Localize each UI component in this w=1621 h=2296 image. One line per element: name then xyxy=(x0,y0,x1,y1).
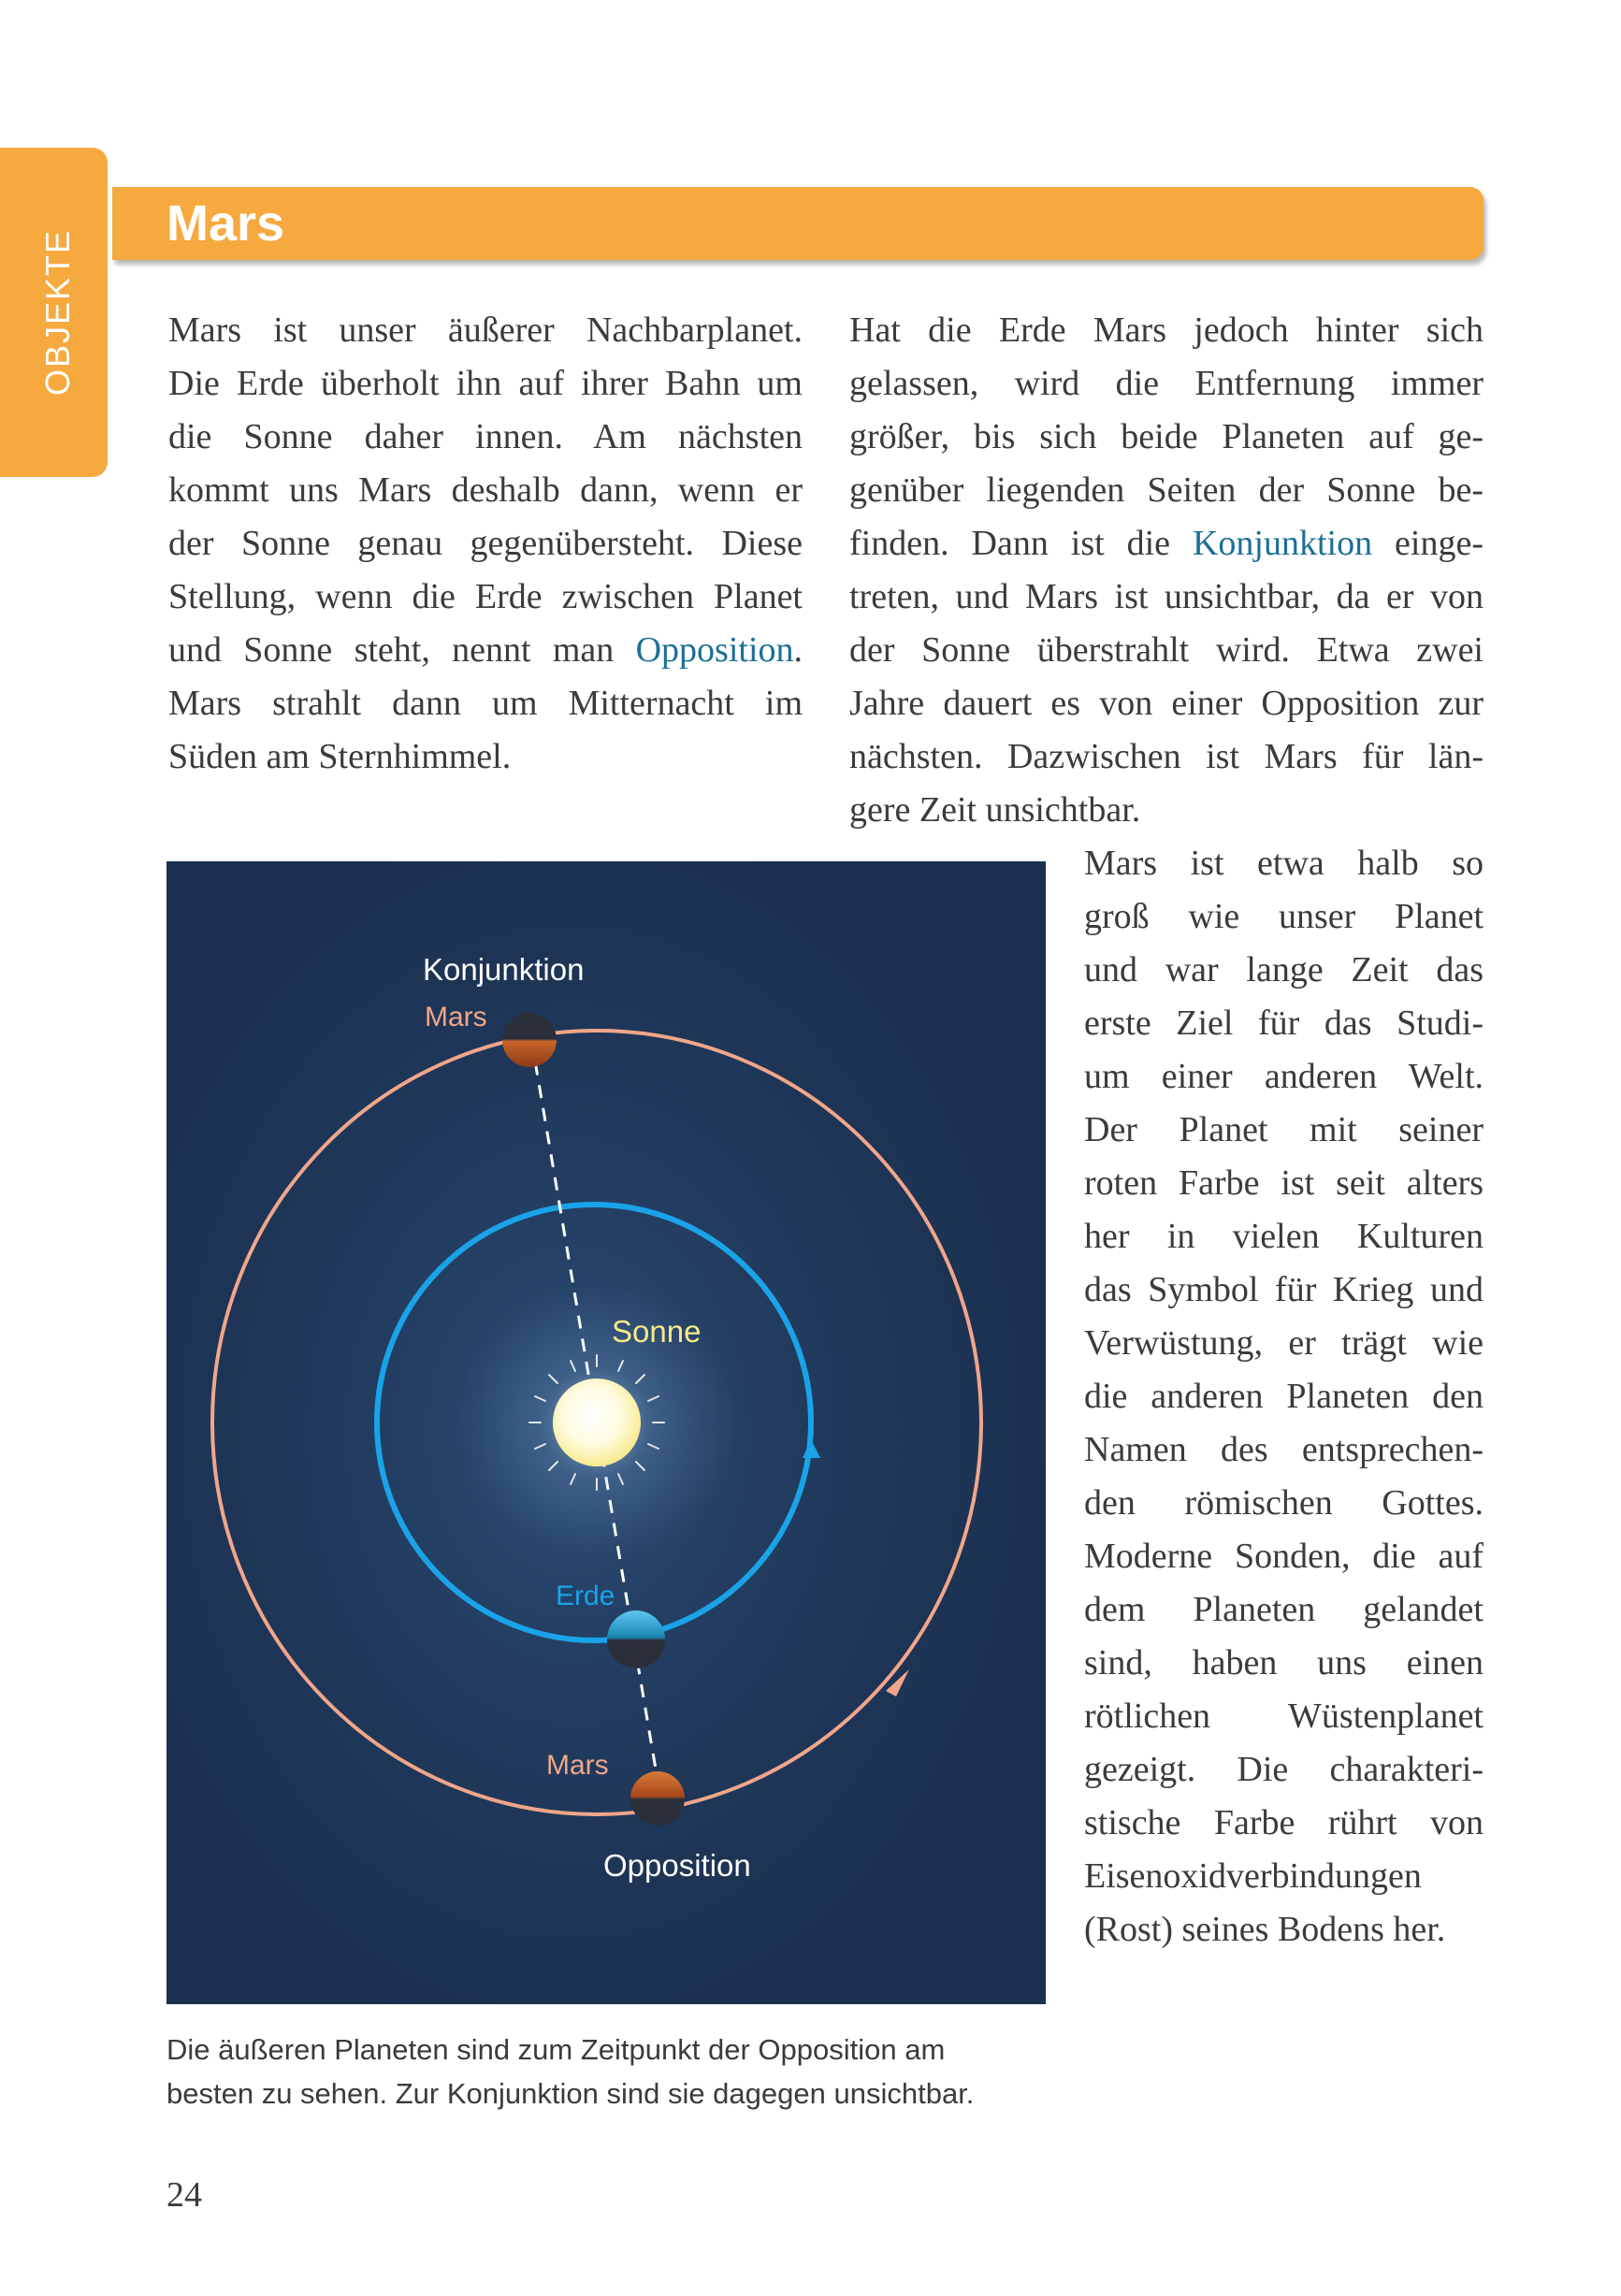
term-opposition: Opposition xyxy=(635,630,794,670)
title-bar xyxy=(112,187,1484,260)
label-konjunktion: Konjunktion xyxy=(423,952,585,987)
text-line: sind, haben uns einen xyxy=(1084,1643,1484,1682)
text-line: größer, bis sich beide Planeten auf ge- xyxy=(849,417,1484,456)
text-line: Stellung, wenn die Erde zwischen Planet xyxy=(168,577,803,616)
label-opposition: Opposition xyxy=(603,1848,751,1883)
text-line xyxy=(168,624,803,677)
text-line: Der Planet mit seiner xyxy=(1084,1110,1484,1149)
page-title: Mars xyxy=(166,195,285,252)
page-number: 24 xyxy=(166,2175,202,2215)
text-line: Süden am Sternhimmel. xyxy=(168,737,512,776)
text-line: die anderen Planeten den xyxy=(1084,1377,1484,1416)
text-line: Moderne Sonden, die auf xyxy=(1084,1537,1484,1576)
term-konjunktion: Konjunktion xyxy=(1192,524,1373,563)
text-line: um einer anderen Welt. xyxy=(1084,1057,1484,1096)
text-line: Mars strahlt dann um Mitternacht im xyxy=(168,684,803,723)
text-line: her in vielen Kulturen xyxy=(1084,1217,1484,1256)
text-line: Mars ist unser äußerer Nachbarplanet. xyxy=(168,310,803,350)
text-line: Die Erde überholt ihn auf ihrer Bahn um xyxy=(168,364,803,403)
text-line: und war lange Zeit das xyxy=(1084,950,1484,989)
text-line: rötlichen Wüstenplanet xyxy=(1084,1697,1484,1736)
text-line: (Rost) seines Bodens her. xyxy=(1084,1910,1446,1949)
label-sonne: Sonne xyxy=(612,1314,702,1349)
text-segment: einge- xyxy=(1372,524,1484,563)
caption-line: besten zu sehen. Zur Konjunktion sind sie dagegen unsichtbar. xyxy=(166,2077,975,2110)
text-line xyxy=(849,517,1484,570)
figure-caption xyxy=(166,2028,1102,2115)
sun-icon xyxy=(553,1379,641,1466)
text-line: Verwüstung, er trägt wie xyxy=(1084,1323,1484,1363)
orbit-diagram xyxy=(166,861,1046,2004)
text-line: den römischen Gottes. xyxy=(1084,1483,1484,1523)
label-erde: Erde xyxy=(556,1581,615,1611)
text-line: erste Ziel für das Studi- xyxy=(1084,1004,1484,1043)
text-line: die Sonne daher innen. Am nächsten xyxy=(168,417,803,456)
side-tab-label: OBJEKTE xyxy=(38,228,77,397)
label-mars-conjunction: Mars xyxy=(425,1002,487,1032)
text-column-left xyxy=(168,304,803,784)
text-line: Hat die Erde Mars jedoch hinter sich xyxy=(849,310,1484,350)
text-segment: . xyxy=(793,630,803,670)
mars-opposition-icon xyxy=(630,1771,685,1826)
text-line: der Sonne genau gegenübersteht. Diese xyxy=(168,524,803,563)
text-line: Eisenoxidverbindungen xyxy=(1084,1856,1422,1896)
mars-conjunction-icon xyxy=(502,1013,557,1067)
text-line: kommt uns Mars deshalb dann, wenn er xyxy=(168,470,803,510)
text-line: Namen des entsprechen- xyxy=(1084,1430,1484,1469)
label-mars-opposition: Mars xyxy=(546,1750,609,1781)
text-line: roten Farbe ist seit alters xyxy=(1084,1163,1484,1203)
text-line: der Sonne überstrahlt wird. Etwa zwei xyxy=(849,630,1484,670)
text-line: dem Planeten gelandet xyxy=(1084,1590,1484,1629)
text-line: gelassen, wird die Entfernung immer xyxy=(849,364,1484,403)
text-line: nächsten. Dazwischen ist Mars für län- xyxy=(849,737,1484,776)
caption-line: Die äußeren Planeten sind zum Zeitpunkt der Opposition am xyxy=(166,2033,946,2066)
text-line: das Symbol für Krieg und xyxy=(1084,1270,1484,1309)
text-column-narrow xyxy=(1084,837,1484,1957)
text-line: Mars ist etwa halb so xyxy=(1084,844,1484,883)
text-line: groß wie unser Planet xyxy=(1084,897,1484,936)
text-segment: finden. Dann ist die xyxy=(849,524,1193,563)
text-line: Jahre dauert es von einer Opposition zur xyxy=(849,684,1484,723)
text-column-right xyxy=(849,304,1484,837)
text-line: genüber liegenden Seiten der Sonne be- xyxy=(849,470,1484,510)
text-line: treten, und Mars ist unsichtbar, da er von xyxy=(849,577,1484,616)
earth-icon xyxy=(607,1610,665,1668)
text-line: gezeigt. Die charakteri- xyxy=(1084,1750,1484,1789)
text-line: gere Zeit unsichtbar. xyxy=(849,790,1141,830)
text-line: stische Farbe rührt von xyxy=(1084,1803,1484,1842)
text-segment: und Sonne steht, nennt man xyxy=(168,630,636,670)
